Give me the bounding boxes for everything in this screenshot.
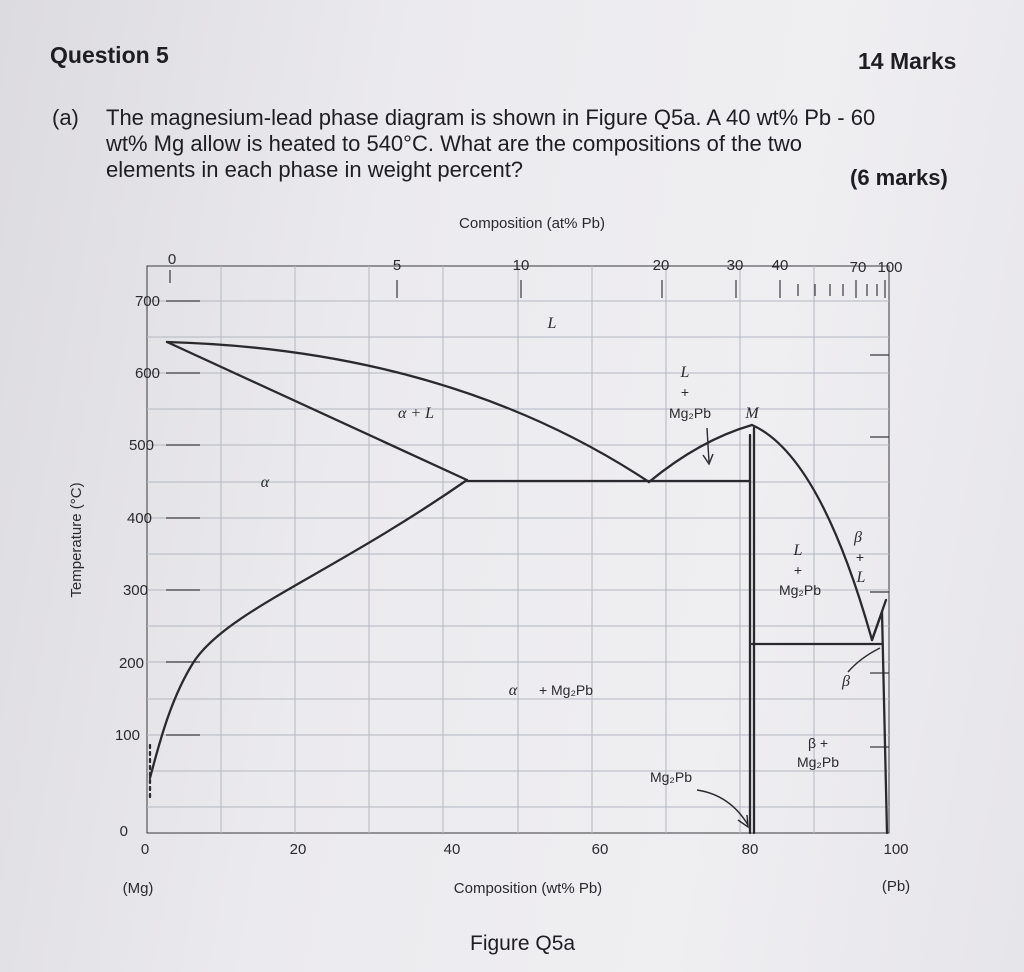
question-text-line-1: The magnesium-lead phase diagram is shown in Figure Q5a. A 40 wt% Pb - 60 — [106, 105, 876, 130]
top-tick-0: 0 — [167, 251, 177, 268]
y-axis-title: Temperature (°C) — [68, 482, 85, 598]
right-axis-ticks — [870, 355, 889, 747]
top-tick-labels — [168, 251, 903, 276]
bottom-tick-40: 40 — [443, 841, 461, 858]
bottom-tick-100: 100 — [883, 841, 909, 858]
region-beta-L-plus: + — [855, 549, 865, 565]
top-tick-30: 30 — [726, 257, 744, 274]
region-alpha-plus-liquid: α + L — [397, 405, 435, 422]
y-tick-600: 600 — [134, 365, 160, 382]
question-text-line-3: elements in each phase in weight percent? — [106, 157, 524, 182]
bottom-tick-0: 0 — [140, 841, 150, 858]
question-text-line-2: wt% Mg allow is heated to 540°C. What are the compositions of the two — [106, 131, 803, 156]
y-tick-100: 100 — [114, 727, 140, 744]
top-tick-70: 70 — [849, 259, 867, 276]
bottom-tick-80: 80 — [741, 841, 759, 858]
region-beta-Mg2Pb-2: Mg₂Pb — [796, 754, 840, 770]
figure-caption: Figure Q5a — [470, 932, 576, 955]
region-beta: β — [842, 673, 850, 690]
y-tick-500: 500 — [128, 437, 154, 454]
region-L-Mg2Pb-plus: + — [680, 384, 690, 400]
region-liquid: L — [547, 315, 557, 332]
region-beta-Mg2Pb-1: β + — [807, 735, 829, 751]
max-point-label: M — [745, 405, 759, 422]
arrow-beta — [848, 648, 880, 672]
bottom-tick-labels — [141, 841, 909, 858]
grid-lines — [147, 266, 889, 833]
region-right-compound: Mg₂Pb — [778, 582, 822, 598]
y-tick-200: 200 — [118, 655, 144, 672]
y-tick-300: 300 — [122, 582, 148, 599]
bottom-tick-20: 20 — [289, 841, 307, 858]
top-tick-10: 10 — [512, 257, 530, 274]
region-right-L: L — [793, 542, 803, 559]
question-title: Question 5 — [50, 42, 169, 68]
region-beta-L-beta: β — [854, 529, 862, 546]
compound-label: Mg₂Pb — [649, 769, 693, 785]
bottom-tick-60: 60 — [591, 841, 609, 858]
y-tick-400: 400 — [126, 510, 152, 527]
top-axis-title: Composition (at% Pb) — [459, 215, 605, 232]
y-tick-labels — [115, 293, 160, 840]
solvus-alpha — [150, 480, 467, 778]
top-tick-5: 5 — [392, 257, 402, 274]
bottom-axis-title: Composition (wt% Pb) — [453, 880, 603, 897]
region-alpha-Mg2Pb-alpha: α — [508, 682, 518, 699]
liquidus-compound-left — [649, 425, 752, 482]
pb-end-label: (Pb) — [881, 878, 911, 895]
y-tick-700: 700 — [134, 293, 160, 310]
mg-end-label: (Mg) — [122, 880, 154, 897]
top-tick-20: 20 — [652, 257, 670, 274]
y-axis-ticks — [166, 301, 200, 735]
top-axis-ticks — [170, 270, 885, 298]
part-marks: (6 marks) — [850, 165, 948, 190]
region-L-Mg2Pb-compound: Mg₂Pb — [668, 405, 712, 421]
y-tick-0: 0 — [119, 823, 128, 840]
arrow-L-Mg2Pb — [707, 428, 709, 462]
region-alpha-Mg2Pb-compound: + Mg₂Pb — [538, 682, 594, 698]
region-right-plus: + — [793, 562, 803, 578]
region-alpha: α — [260, 474, 270, 491]
top-tick-40: 40 — [771, 257, 789, 274]
region-L-Mg2Pb-L: L — [680, 364, 690, 381]
region-beta-L-liquid: L — [856, 569, 866, 586]
solvus-beta — [882, 612, 887, 833]
region-labels — [261, 315, 866, 785]
part-label: (a) — [52, 105, 79, 130]
label-arrows — [697, 428, 880, 827]
question-marks: 14 Marks — [858, 48, 957, 74]
top-tick-100: 100 — [877, 259, 903, 276]
